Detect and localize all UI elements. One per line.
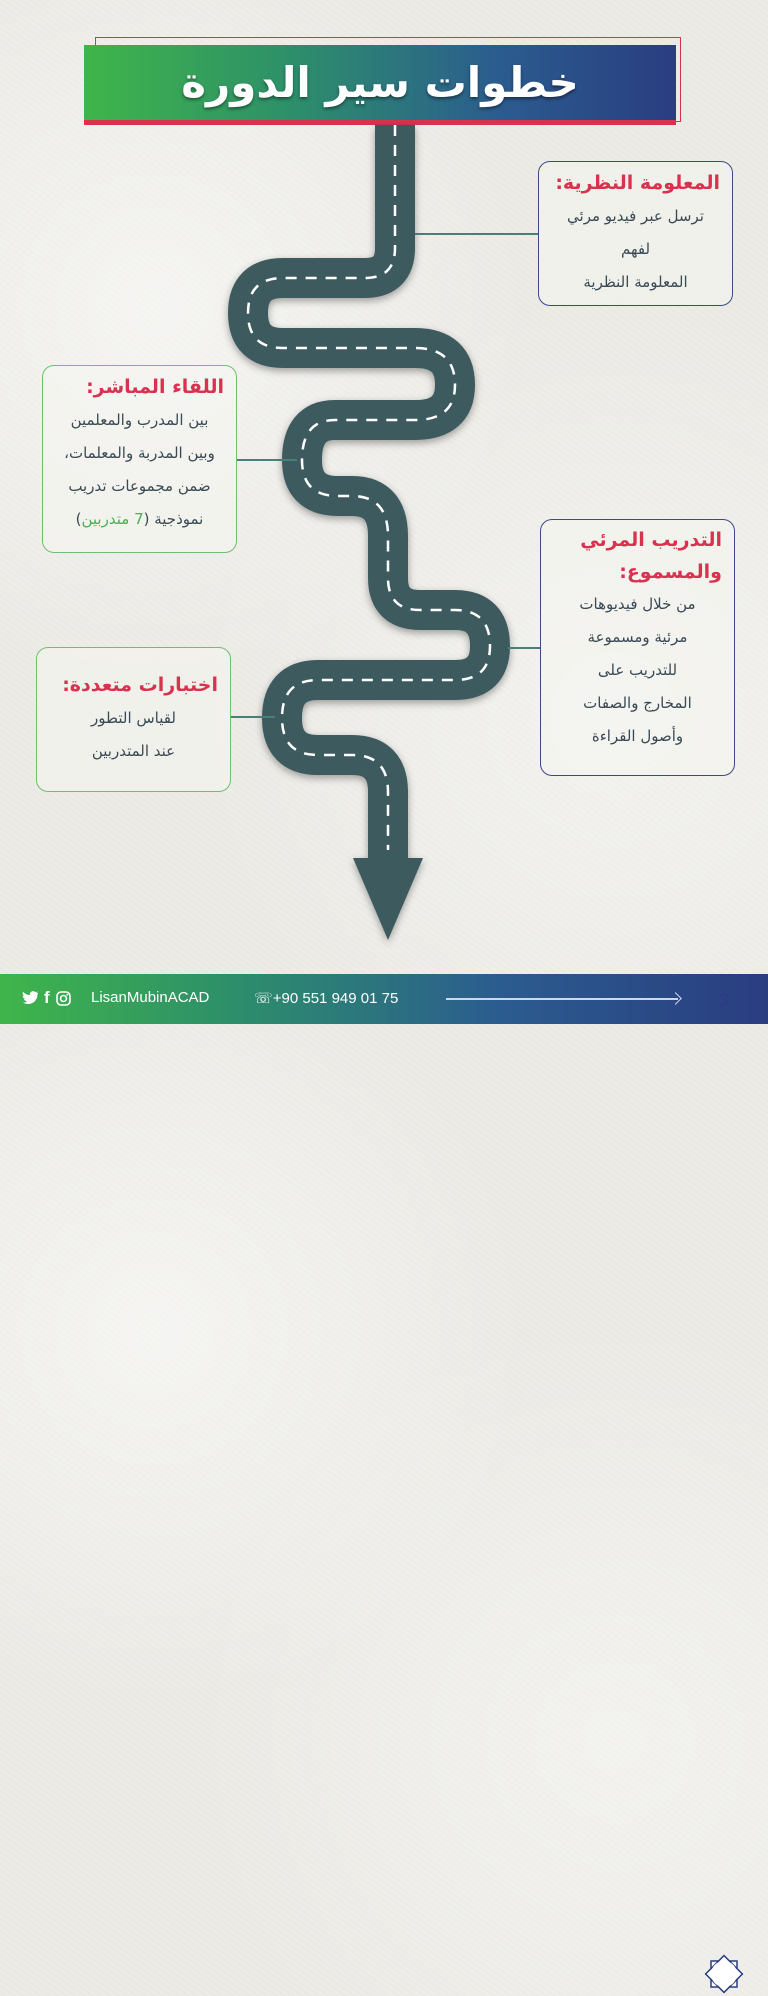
step-heading: اختبارات متعددة: <box>62 674 218 696</box>
step-card-live-meeting <box>42 365 237 553</box>
step-heading: التدريب المرئي والمسموع: <box>580 529 722 583</box>
step-line: بين المدرب والمعلمين <box>70 411 209 429</box>
social-handle[interactable]: LisanMubinACAD <box>91 989 210 1006</box>
step-heading: المعلومة النظرية: <box>555 172 720 194</box>
step-line: لفهم <box>620 240 651 258</box>
connector-line-1 <box>415 233 539 235</box>
connector-line-4 <box>231 716 275 718</box>
road-path <box>248 125 490 862</box>
step-line: المخارج والصفات <box>583 694 692 712</box>
social-icons <box>22 988 71 1008</box>
step-line: من خلال فيديوهات <box>579 595 696 613</box>
footer-arrow-line <box>446 998 678 1000</box>
step-line: وأصول القراءة <box>591 727 684 745</box>
phone-text: +90 551 949 01 75 <box>272 990 399 1007</box>
step-card-audio-visual <box>540 519 735 776</box>
step-line: المعلومة النظرية <box>583 273 688 291</box>
facebook-icon[interactable]: f <box>44 988 50 1007</box>
step-line: لقياس التطور <box>91 709 176 727</box>
step-heading: اللقاء المباشر: <box>86 376 224 398</box>
instagram-icon[interactable] <box>56 991 71 1006</box>
page-number-badge <box>702 1952 746 1996</box>
step-line-suffix: ) <box>75 510 82 528</box>
page-number: 3 <box>718 990 729 1010</box>
step-card-theory <box>538 161 733 306</box>
step-line: عند المتدربين <box>91 742 176 760</box>
phone-number[interactable] <box>254 989 398 1007</box>
road-arrow-head <box>353 858 423 940</box>
step-line: للتدريب على <box>597 661 678 679</box>
trainee-count-highlight: 7 متدربين <box>81 510 144 528</box>
step-line: ضمن مجموعات تدريب <box>68 477 211 495</box>
step-line: مرئية ومسموعة <box>587 628 688 646</box>
step-line-last <box>55 503 224 536</box>
connector-line-2 <box>237 459 297 461</box>
connector-line-3 <box>508 647 541 649</box>
step-card-tests <box>36 647 231 792</box>
page-title: خطوات سير الدورة <box>181 58 579 107</box>
step-line: ترسل عبر فيديو مرئي <box>567 207 704 225</box>
step-line-prefix: نموذجية ( <box>143 510 204 528</box>
phone-icon: ☏ <box>254 990 273 1007</box>
twitter-icon[interactable] <box>22 991 38 1005</box>
step-line: وبين المدربة والمعلمات، <box>64 444 215 462</box>
footer-bar <box>0 974 768 1024</box>
